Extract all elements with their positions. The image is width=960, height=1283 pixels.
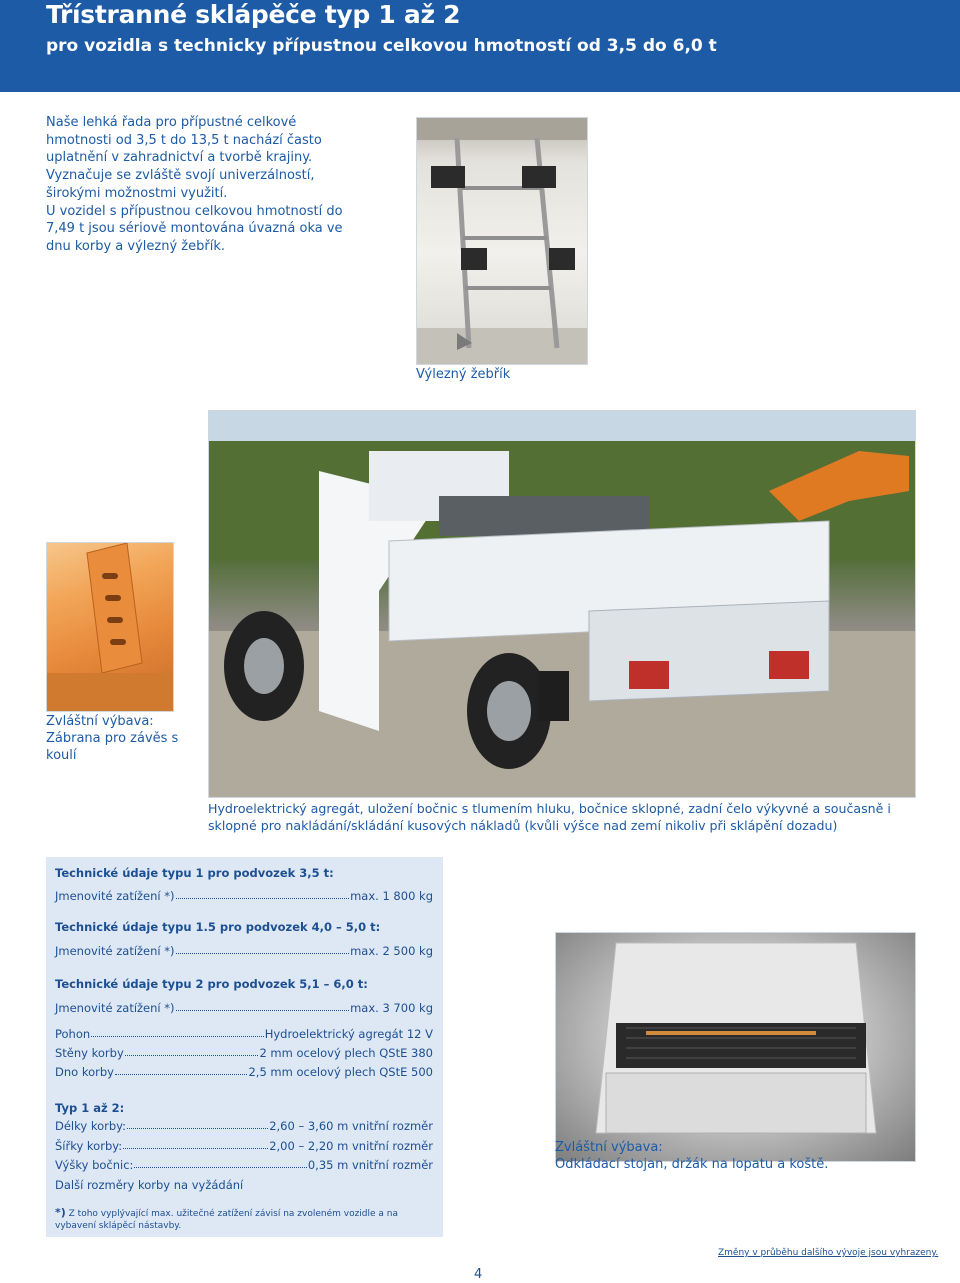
page-number: 4 bbox=[474, 1267, 483, 1282]
dot-leader bbox=[123, 1139, 268, 1149]
spec-value: max. 1 800 kg bbox=[350, 889, 433, 903]
ladder-photo bbox=[416, 117, 588, 365]
page-subtitle: pro vozidla s technicky přípustnou celkovou hmotností od 3,5 do 6,0 t bbox=[46, 36, 717, 56]
rack-illustration bbox=[556, 933, 915, 1161]
dot-leader bbox=[176, 944, 350, 954]
dot-leader bbox=[176, 889, 350, 899]
spec-label: Další rozměry korby na vyžádání bbox=[55, 1178, 244, 1192]
page-title: Třístranné sklápěče typ 1 až 2 bbox=[46, 0, 461, 29]
spec-label: Délky korby: bbox=[55, 1119, 126, 1133]
intro-paragraph: Vyznačuje se zvláště svojí univerzálností, širokými možnostmi využití. bbox=[46, 168, 315, 201]
spec-label: Šířky korby: bbox=[55, 1139, 123, 1153]
hitch-caption-text: Zábrana pro závěs s koulí bbox=[46, 731, 179, 763]
changes-note: Změny v průběhu dalšího vývoje jsou vyhrazeny. bbox=[718, 1248, 939, 1258]
spec-label: Stěny korby bbox=[55, 1046, 124, 1060]
spec-value: 2,00 – 2,20 m vnitřní rozměr bbox=[269, 1139, 433, 1153]
spec-footnote bbox=[55, 1207, 425, 1232]
spec-value: 2,60 – 3,60 m vnitřní rozměr bbox=[269, 1119, 433, 1133]
spec-label: Výšky bočnic: bbox=[55, 1158, 134, 1172]
footnote-text: Z toho vyplývající max. užitečné zatížení závisí na zvoleném vozidle a na vybavení sklápěcí nástavby. bbox=[55, 1209, 399, 1231]
hitch-guard-illustration bbox=[47, 543, 173, 711]
spec-row bbox=[55, 1178, 433, 1192]
intro-paragraph: U vozidel s přípustnou celkovou hmotností do 7,49 t jsou sériově montována úvazná oka ve dnu korby a výlezný žebřík. bbox=[46, 203, 343, 254]
hitch-guard-photo bbox=[46, 542, 174, 712]
spec-value: 0,35 m vnitřní rozměr bbox=[307, 1158, 433, 1172]
spec-box bbox=[46, 857, 443, 1237]
dot-leader bbox=[115, 1065, 248, 1075]
spec-value: max. 2 500 kg bbox=[350, 944, 433, 958]
hitch-caption-title: Zvláštní výbava: bbox=[46, 714, 154, 729]
dot-leader bbox=[127, 1119, 268, 1129]
spec-row bbox=[55, 1119, 433, 1133]
spec-heading: Typ 1 až 2: bbox=[55, 1101, 125, 1115]
truck-illustration bbox=[209, 411, 915, 797]
spec-heading: Technické údaje typu 2 pro podvozek 5,1 – 6,0 t: bbox=[55, 977, 368, 991]
spec-label: Jmenovité zatížení *) bbox=[55, 944, 175, 958]
dot-leader bbox=[91, 1027, 264, 1037]
truck-photo bbox=[208, 410, 916, 798]
spec-label: Dno korby bbox=[55, 1065, 114, 1079]
spec-heading: Technické údaje typu 1.5 pro podvozek 4,0 – 5,0 t: bbox=[55, 920, 381, 934]
dot-leader bbox=[176, 1001, 350, 1011]
spec-row bbox=[55, 1139, 433, 1153]
spec-row bbox=[55, 1046, 433, 1060]
spec-value: max. 3 700 kg bbox=[350, 1001, 433, 1015]
intro-text bbox=[46, 114, 346, 256]
rack-photo bbox=[555, 932, 916, 1162]
spec-row bbox=[55, 889, 433, 903]
hitch-caption bbox=[46, 713, 196, 764]
spec-row bbox=[55, 1001, 433, 1015]
spec-label: Jmenovité zatížení *) bbox=[55, 889, 175, 903]
footnote-mark: *) bbox=[55, 1206, 66, 1219]
dot-leader bbox=[125, 1046, 259, 1056]
truck-caption: Hydroelektrický agregát, uložení bočnic s tlumením hluku, bočnice sklopné, zadní čelo výkyvné a současně i sklopné pro nakládání/skládání kusových nákladů (kvůli výšce nad zemí nikoliv při sklápění dozadu) bbox=[208, 801, 891, 833]
spec-value: Hydroelektrický agregát 12 V bbox=[264, 1027, 433, 1041]
intro-paragraph: Naše lehká řada pro přípustné celkové hmotnosti od 3,5 t do 13,5 t nachází často uplatnění v zahradnictví a tvorbě krajiny. bbox=[46, 115, 322, 166]
spec-label: Jmenovité zatížení *) bbox=[55, 1001, 175, 1015]
spec-value: 2 mm ocelový plech QStE 380 bbox=[259, 1046, 433, 1060]
spec-row bbox=[55, 944, 433, 958]
spec-value: 2,5 mm ocelový plech QStE 500 bbox=[248, 1065, 433, 1079]
header-band bbox=[0, 0, 960, 92]
spec-label: Pohon bbox=[55, 1027, 91, 1041]
dot-leader bbox=[134, 1158, 306, 1168]
spec-row bbox=[55, 1027, 433, 1041]
spec-row bbox=[55, 1065, 433, 1079]
ladder-caption: Výlezný žebřík bbox=[416, 367, 511, 382]
rack-caption bbox=[555, 1139, 935, 1173]
ladder-illustration bbox=[417, 118, 587, 364]
spec-row bbox=[55, 1158, 433, 1172]
rack-caption-title: Zvláštní výbava: bbox=[555, 1140, 663, 1155]
rack-caption-text: Odkládací stojan, držák na lopatu a koště. bbox=[555, 1157, 829, 1172]
spec-heading: Technické údaje typu 1 pro podvozek 3,5 t: bbox=[55, 866, 334, 880]
